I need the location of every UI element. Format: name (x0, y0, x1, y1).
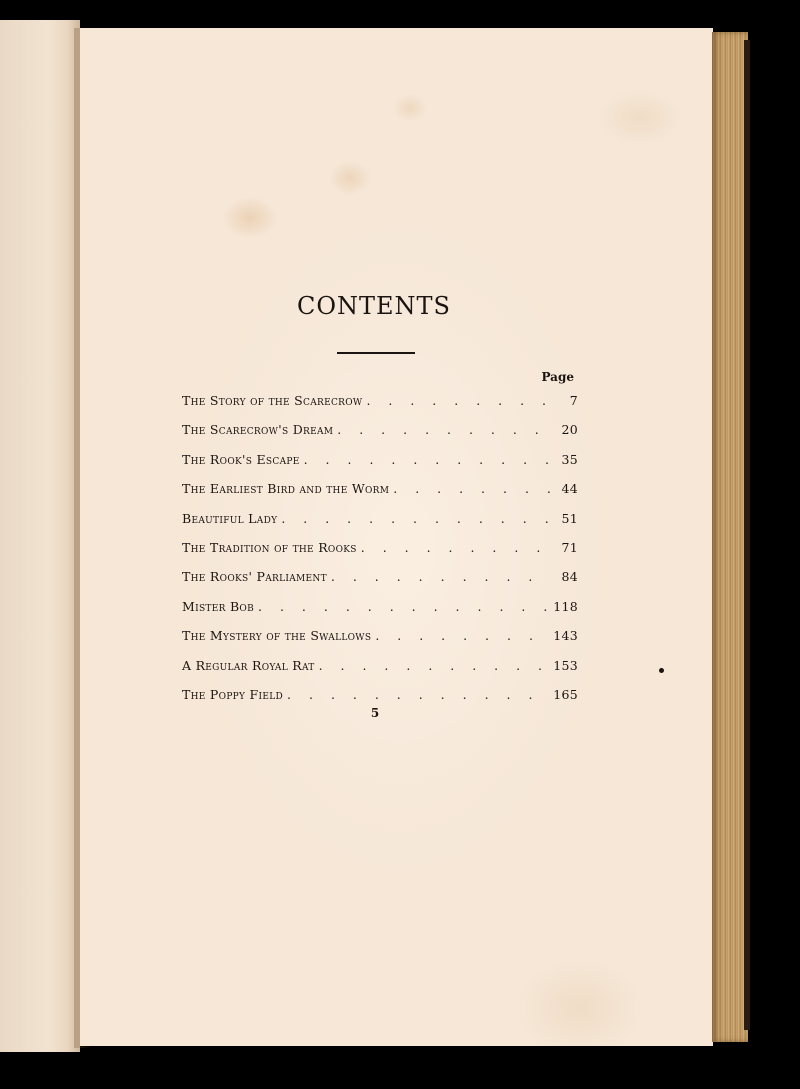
toc-entry-title: Beautiful Lady (182, 510, 278, 526)
toc-entry-page: 143 (553, 628, 578, 644)
toc-entry-page: 118 (553, 598, 578, 614)
toc-entry (182, 562, 578, 591)
table-of-contents (182, 368, 578, 709)
dot-leader (393, 474, 550, 503)
toc-entry-title: The Scarecrow's Dream (182, 422, 334, 438)
cover-edge (744, 40, 750, 1030)
toc-entry-title: The Earliest Bird and the Worm (182, 481, 390, 497)
page-number: 5 (370, 706, 380, 720)
dot-leader (361, 533, 550, 562)
toc-entry-title: A Regular Royal Rat (182, 657, 315, 673)
toc-entry (182, 533, 578, 562)
toc-entry (182, 445, 578, 474)
toc-entry (182, 592, 578, 621)
toc-entry-page: 20 (561, 422, 578, 438)
toc-entry (182, 621, 578, 650)
toc-entry-page: 44 (561, 481, 578, 497)
dot-leader (287, 680, 549, 709)
dot-leader (304, 445, 550, 474)
dot-leader (331, 562, 550, 591)
toc-entry-title: The Rooks' Parliament (182, 569, 327, 585)
toc-entry-title: Mister Bob (182, 598, 255, 614)
left-page (0, 20, 80, 1052)
page-column-label: Page (541, 370, 574, 384)
dot-leader (319, 651, 550, 680)
toc-entry-page: 153 (553, 657, 578, 673)
toc-entry-title: The Mystery of the Swallows (182, 628, 372, 644)
toc-entry-title: The Story of the Scarecrow (182, 393, 363, 408)
toc-entry-page: 35 (561, 451, 578, 467)
toc-entry (182, 651, 578, 680)
toc-entry (182, 415, 578, 444)
toc-entry (182, 504, 578, 533)
toc-entry (182, 680, 578, 709)
toc-entry-page: 7 (569, 393, 578, 408)
toc-entry-title: The Tradition of the Rooks (182, 539, 357, 555)
toc-entry-page: 51 (561, 510, 578, 526)
page-edges (712, 32, 748, 1042)
dot-leader (281, 504, 550, 533)
toc-entry-page: 71 (561, 539, 578, 555)
dot-leader (337, 415, 550, 444)
toc-entry-title: The Poppy Field (182, 686, 284, 702)
contents-title: CONTENTS (296, 292, 451, 320)
dot-leader (375, 621, 549, 650)
ink-speck (659, 668, 664, 673)
toc-entry-page: 165 (553, 686, 578, 702)
dot-leader (366, 386, 550, 415)
toc-entry (182, 474, 578, 503)
dot-leader (258, 592, 549, 621)
toc-entry-title: The Rook's Escape (182, 451, 300, 467)
toc-entry-page: 84 (561, 569, 578, 585)
title-rule (337, 352, 415, 354)
toc-entry (182, 386, 578, 415)
